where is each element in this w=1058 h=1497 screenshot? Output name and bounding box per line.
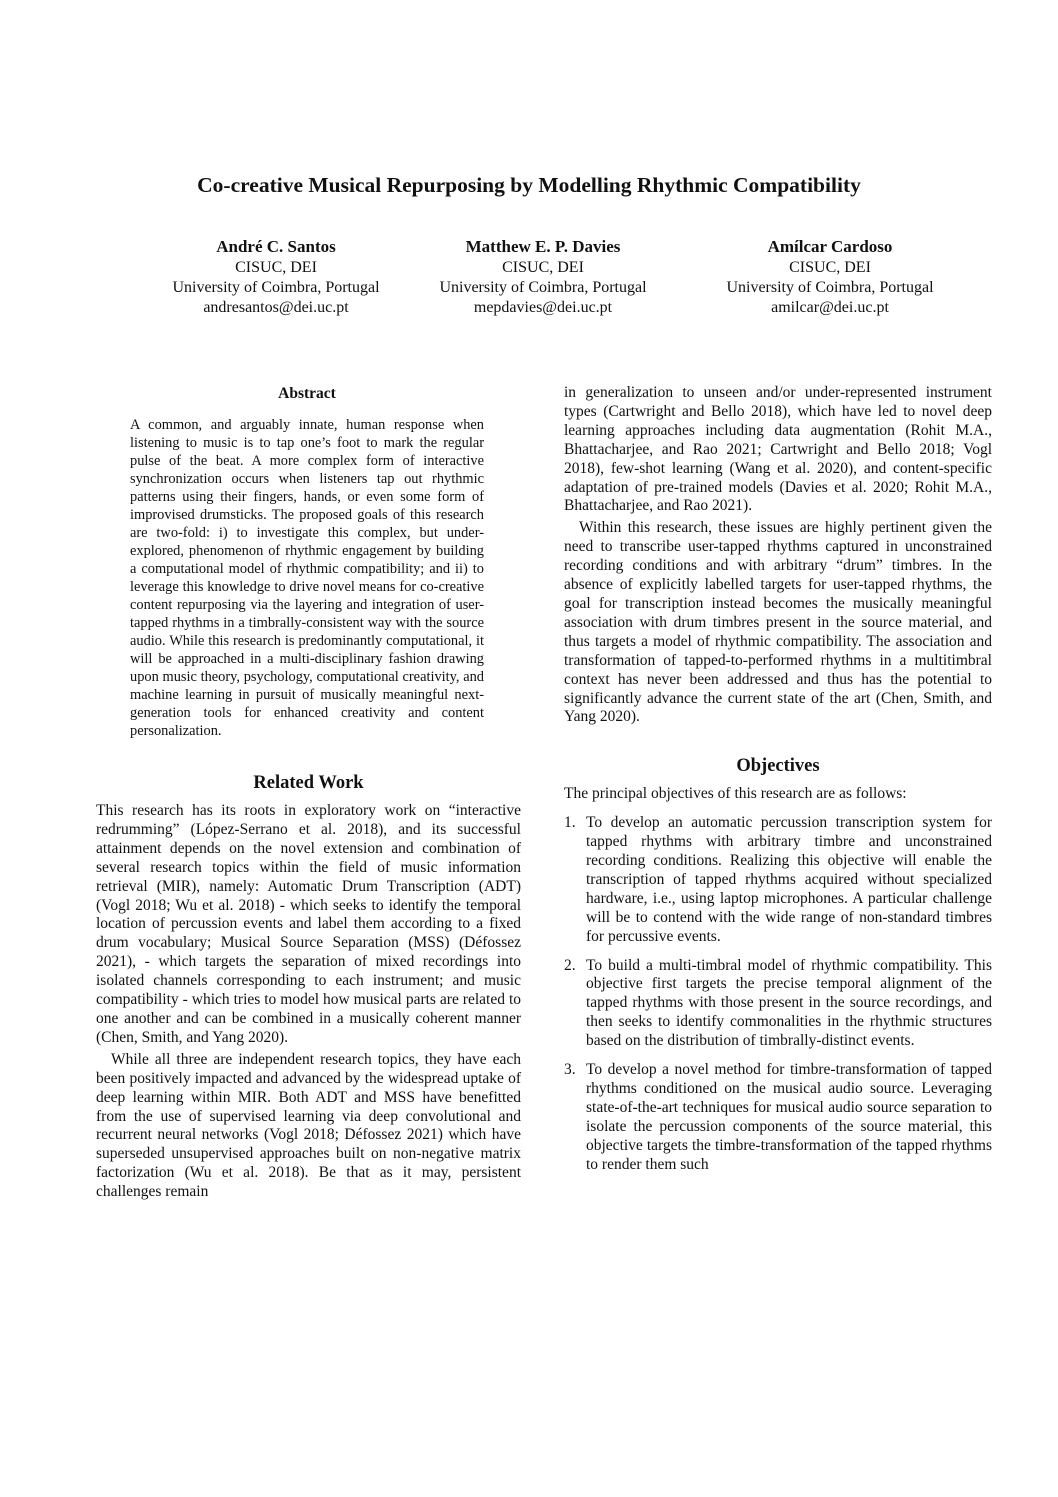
author-email: andresantos@dei.uc.pt (203, 299, 349, 316)
author-name: Amílcar Cardoso (767, 237, 893, 256)
author-block (393, 236, 693, 318)
author-block (680, 236, 980, 318)
objective-number: 2. (564, 956, 576, 974)
author-name: Matthew E. P. Davies (465, 237, 621, 256)
right-column (564, 384, 992, 1175)
related-work-paragraph: While all three are independent research topics, they have each been positively impacted and advanced by the widespread uptake of deep learning within MIR. Both ADT and MSS have benefitted from the use of supervised learning via deep convolutional and recurrent neural networks (Vogl 2018; Défossez 2021) which have superseded unsupervised approaches built on non-negative matrix factorization (Wu et al. 2018). Be that as it may, persistent challenges remain (96, 1050, 521, 1201)
author-block (126, 236, 426, 318)
author-email: mepdavies@dei.uc.pt (473, 299, 613, 316)
abstract-heading: Abstract (278, 385, 336, 402)
objectives-intro: The principal objectives of this research are as follows: (564, 785, 907, 803)
paper-title: Co-creative Musical Repurposing by Modelling Rhythmic Compatibility (197, 173, 861, 197)
author-institution: University of Coimbra, Portugal (172, 279, 380, 296)
left-column (96, 384, 521, 1202)
objectives-list (564, 814, 992, 1174)
abstract-section (96, 384, 521, 740)
objective-number: 3. (564, 1061, 576, 1079)
objective-text: To build a multi-timbral model of rhythmic compatibility. This objective first targets the precise temporal alignment of the tapped rhythms with those present in the source recordings, and then seeks to identify commonalities in the rhythmic structures based on the distribution of timbrally-distinct events. (586, 956, 992, 1050)
related-work-paragraph-continued: in generalization to unseen and/or under-represented instrument types (Cartwright and Bello 2018), which have led to novel deep learning approaches including data augmentation (Rohit M.A., Bhattacharjee, and Rao 2021; Cartwright and Bello 2018; Vogl 2018), few-shot learning (Wang et al. 2020), and content-specific adaptation of pre-trained models (Davies et al. 2020; Rohit M.A., Bhattacharjee, and Rao 2021). (564, 384, 992, 515)
objective-text: To develop an automatic percussion transcription system for tapped rhythms with arbitrary timbre and unconstrained recording conditions. Realizing this objective will enable the transcription of tapped rhythms acquired without specialized hardware, i.e., using laptop microphones. A particular challenge will be to contend with the wide range of non-standard timbres for percussive events. (586, 814, 992, 945)
related-work-paragraph: Within this research, these issues are highly pertinent given the need to transcribe user-tapped rhythms captured in unconstrained recording conditions and with arbitrary “drum” timbres. In the absence of explicitly labelled targets for user-tapped rhythms, the goal for transcription instead becomes the musically meaningful association with drum timbres present in the source material, and thus targets a model of rhythmic compatibility. The association and transformation of tapped-to-performed rhythms in a multitimbral context has never been addressed and thus has the potential to significantly advance the current state of the art (Chen, Smith, and Yang 2020). (564, 519, 992, 726)
author-institution: University of Coimbra, Portugal (439, 279, 647, 296)
objective-item (564, 814, 992, 946)
objective-item (564, 957, 992, 1052)
author-institution: University of Coimbra, Portugal (726, 279, 934, 296)
objective-text: To develop a novel method for timbre-transformation of tapped rhythms conditioned on the musical audio source. Leveraging state-of-the-art techniques for musical audio source separation to isolate the percussion components of the source material, this objective targets the timbre-transformation of the tapped rhythms to render them such (586, 1061, 992, 1173)
author-affiliation: CISUC, DEI (502, 259, 584, 276)
author-email: amilcar@dei.uc.pt (771, 299, 889, 316)
related-work-heading: Related Work (253, 773, 364, 793)
objective-item (564, 1061, 992, 1174)
objectives-heading: Objectives (736, 756, 820, 777)
objective-number: 1. (564, 814, 576, 832)
related-work-paragraph: This research has its roots in exploratory work on “interactive redrumming” (López-Serrano et al. 2018), and its successful attainment depends on the novel extension and combination of several research topics within the field of music information retrieval (MIR), namely: Automatic Drum Transcription (ADT) (Vogl 2018; Wu et al. 2018) - which seeks to identify the temporal location of percussion events and label them according to a fixed drum vocabulary; Musical Source Separation (MSS) (Défossez 2021), - which targets the separation of mixed recordings into isolated channels corresponding to each instrument; and music compatibility - which tries to model how musical parts are related to one another and can be combined in a musically coherent manner (Chen, Smith, and Yang 2020). (96, 802, 521, 1046)
author-affiliation: CISUC, DEI (789, 259, 871, 276)
author-affiliation: CISUC, DEI (235, 259, 317, 276)
abstract-text: A common, and arguably innate, human response when listening to music is to tap one’s foot to mark the regular pulse of the beat. A more complex form of interactive synchronization occurs when listeners tap out rhythmic patterns using their fingers, hands, or even some form of improvised drumsticks. The proposed goals of this research are two-fold: i) to investigate this complex, but under-explored, phenomenon of rhythmic engagement by building a computational model of rhythmic compatibility; and ii) to leverage this knowledge to drive novel means for co-creative content repurposing via the layering and integration of user-tapped rhythms in a timbrally-consistent way with the source audio. While this research is predominantly computational, it will be approached in a multi-disciplinary fashion drawing upon music theory, psychology, computational creativity, and machine learning in pursuit of musically meaningful next-generation tools for enhanced creativity and content personalization. (130, 417, 484, 739)
author-name: André C. Santos (216, 237, 336, 256)
